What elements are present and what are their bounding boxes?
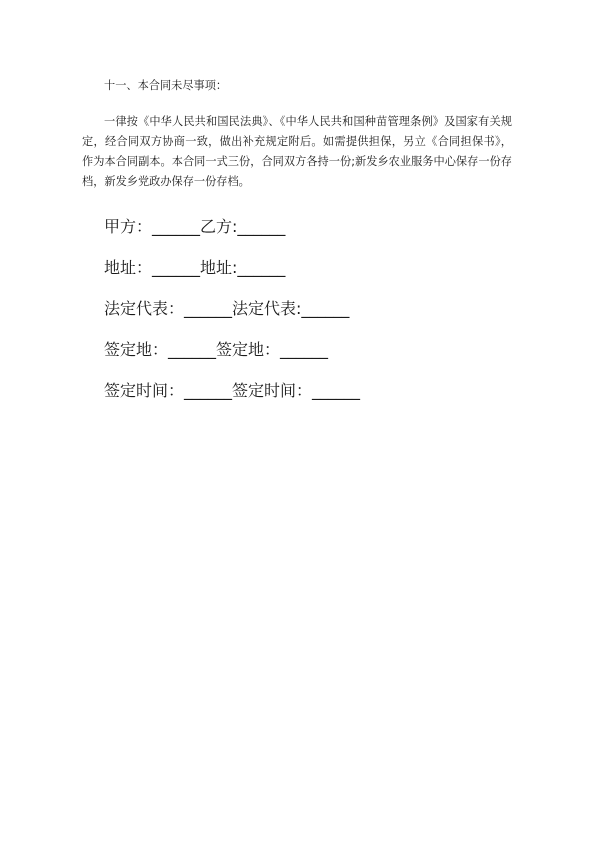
signing-time-line: 签定时间：______签定时间：______ <box>104 381 361 400</box>
party-line: 甲方：______乙方:______ <box>104 217 286 236</box>
signing-place-line: 签定地：______签定地：______ <box>104 340 329 359</box>
section-paragraph: 一律按《中华人民共和国民法典》、《中华人民共和国种苗管理条例》及国家有关规定，经合同双方协商一致，做出补充规定附后。如需提供担保，另立《合同担保书》，作为本合同副本。本合同一式三份，合同双方各持一份;新发乡农业服务中心保存一份存档，新发乡党政办保存一份存档。 <box>82 115 512 188</box>
section-heading: 十一、本合同未尽事项： <box>104 79 228 92</box>
legal-representative-line: 法定代表：______法定代表:______ <box>104 299 350 318</box>
address-line: 地址：______地址:______ <box>104 258 286 277</box>
document-content <box>82 76 512 192</box>
